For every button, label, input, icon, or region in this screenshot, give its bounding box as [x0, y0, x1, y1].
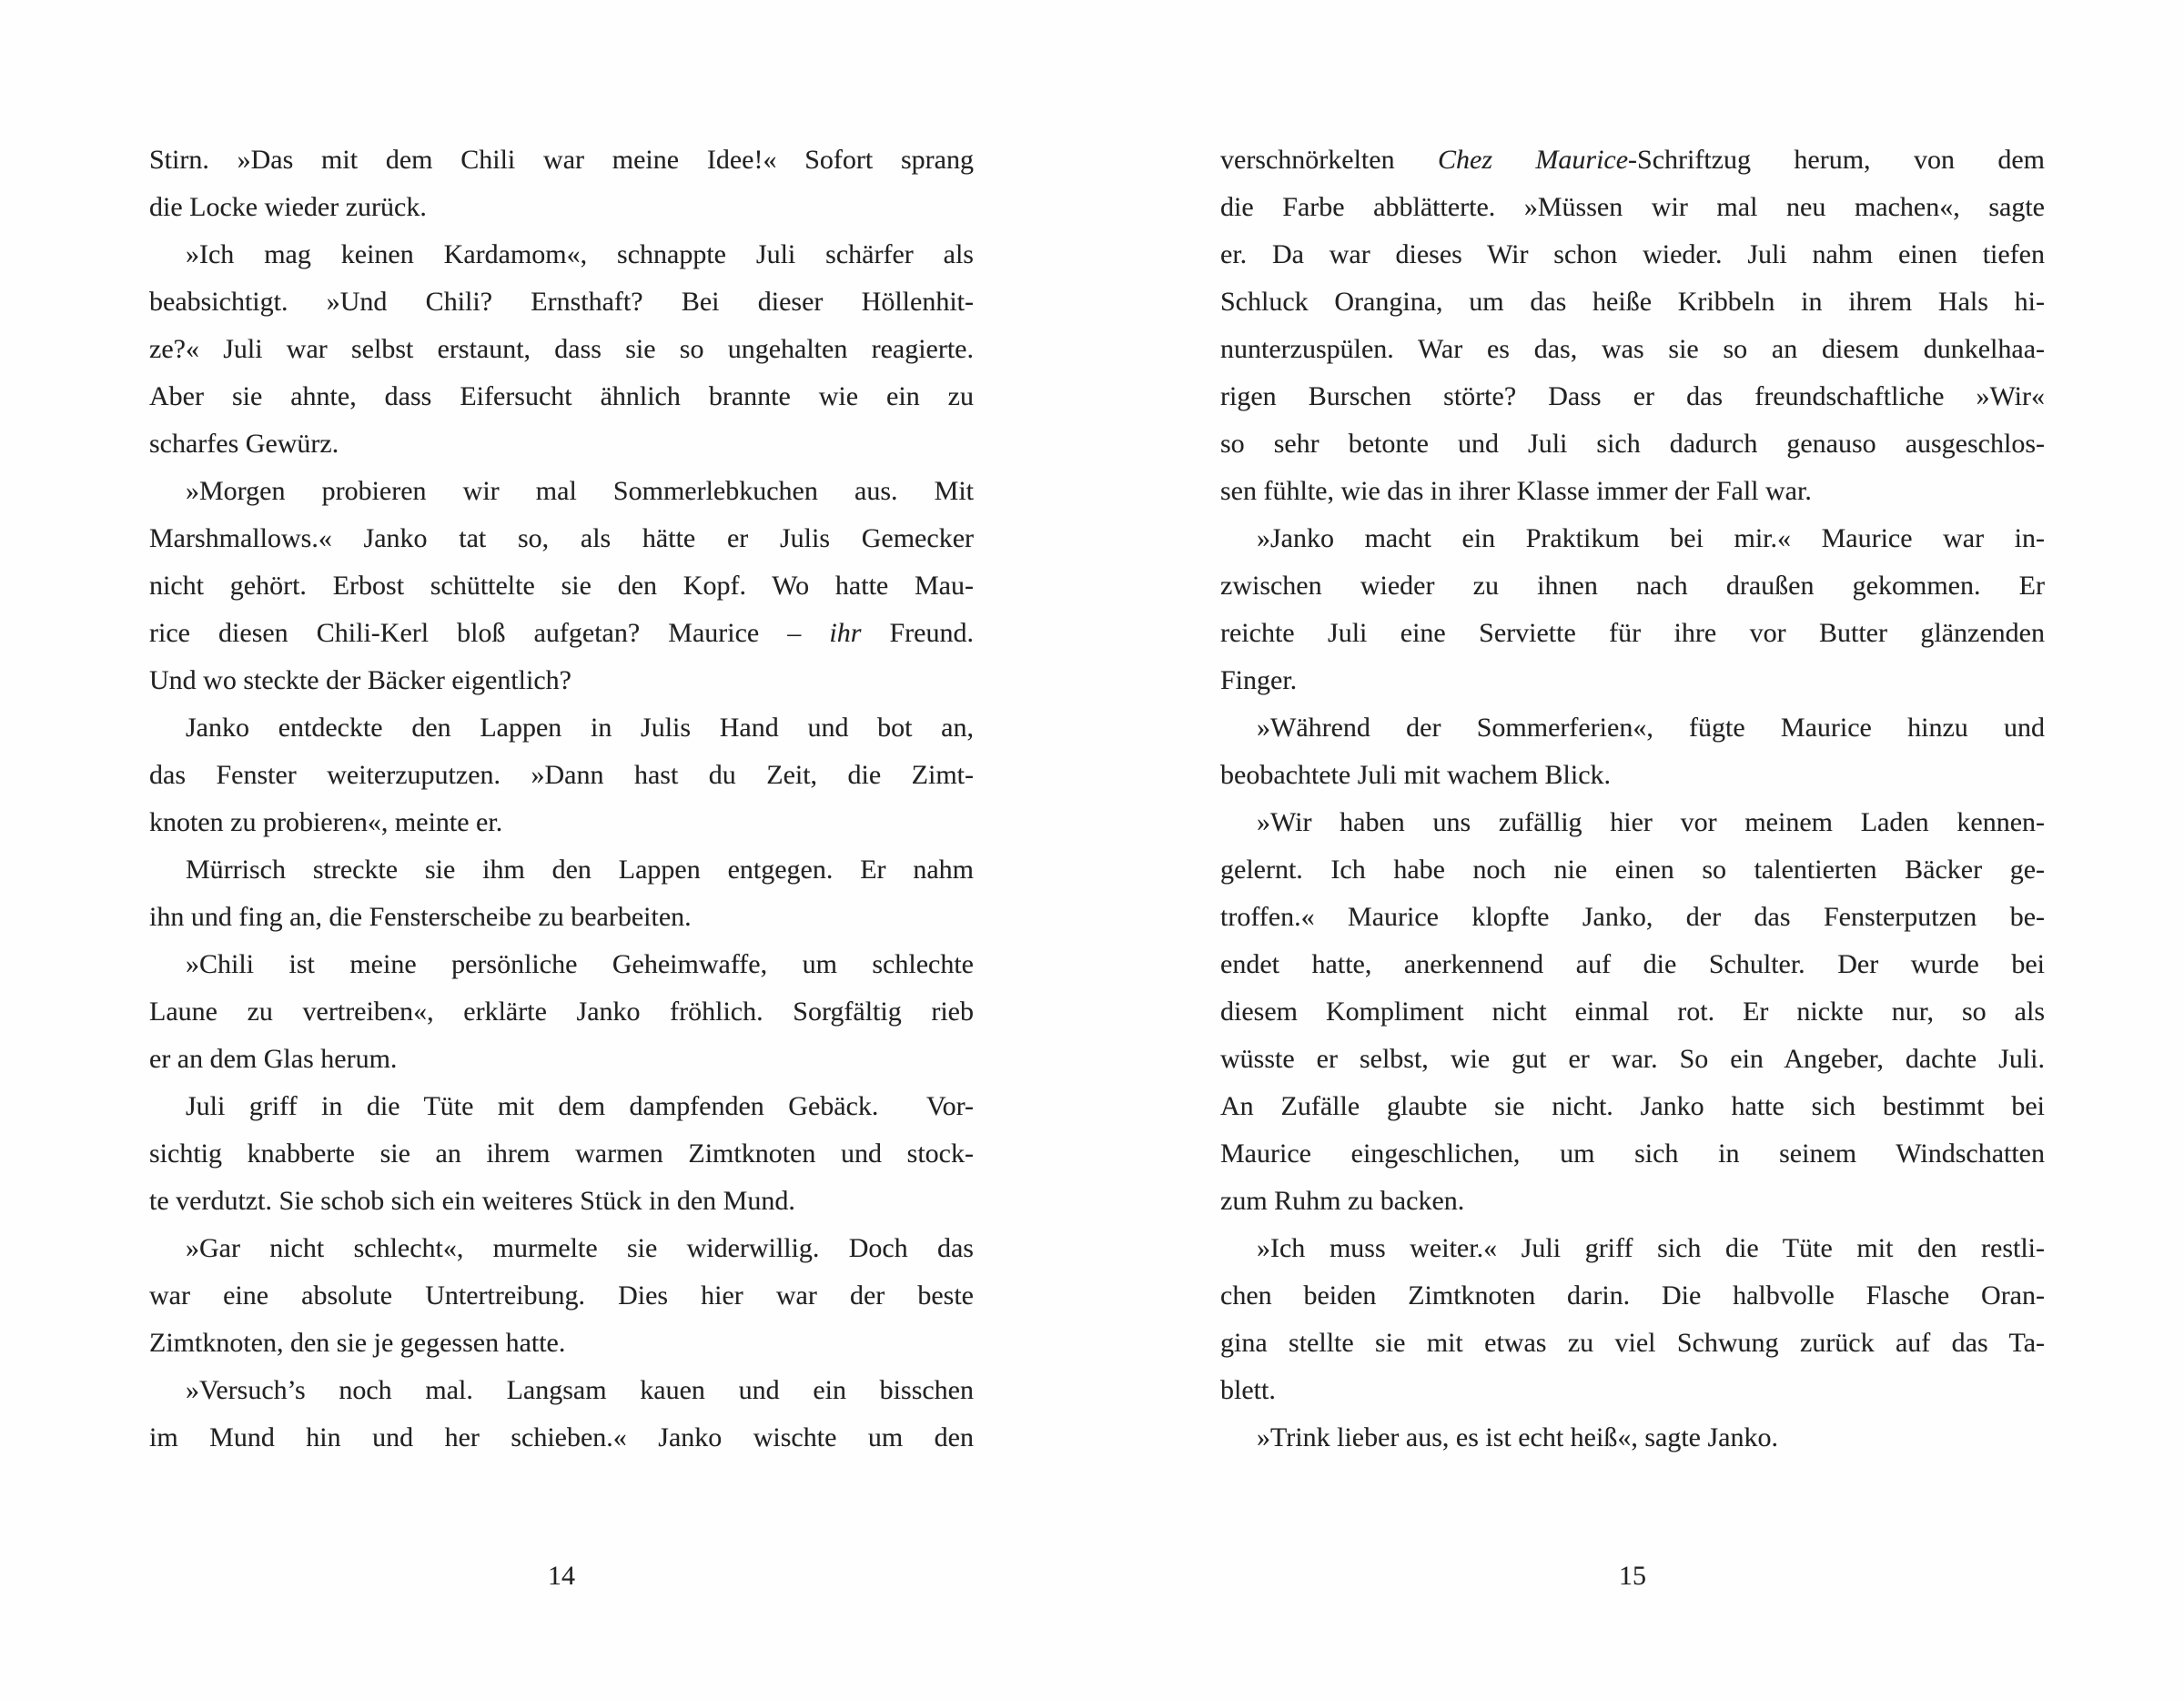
text-line: ze?« Juli war selbst erstaunt, dass sie so ungehalten reagierte. [149, 334, 974, 364]
text-line: »Gar nicht schlecht«, murmelte sie widerwillig. Doch das [186, 1233, 974, 1263]
text-line: reichte Juli eine Serviette für ihre vor Butter glänzenden [1220, 618, 2045, 648]
text-line: endet hatte, anerkennend auf die Schulter. Der wurde bei [1220, 949, 2045, 979]
text-line: zum Ruhm zu backen. [1220, 1186, 1465, 1216]
text-line: Stirn. »Das mit dem Chili war meine Idee!« Sofort sprang [149, 145, 974, 175]
text-line: nicht gehört. Erbost schüttelte sie den Kopf. Wo hatte Mau- [149, 571, 974, 601]
text-line: »Chili ist meine persönliche Geheimwaffe, um schlechte [186, 949, 974, 979]
text-line: beabsichtigt. »Und Chili? Ernsthaft? Bei dieser Höllenhit- [149, 287, 974, 317]
text-line: An Zufälle glaubte sie nicht. Janko hatte sich bestimmt bei [1220, 1091, 2045, 1121]
text-line: rigen Burschen störte? Dass er das freundschaftliche »Wir« [1220, 381, 2045, 411]
text-line: chen beiden Zimtknoten darin. Die halbvolle Flasche Oran- [1220, 1280, 2045, 1310]
text-line: gelernt. Ich habe noch nie einen so talentierten Bäcker ge- [1220, 855, 2045, 885]
text-line: »Versuch’s noch mal. Langsam kauen und ein bisschen [186, 1375, 974, 1405]
text-line: rice diesen Chili-Kerl bloß aufgetan? Maurice – ihr Freund. [149, 618, 974, 648]
text-line: er an dem Glas herum. [149, 1044, 398, 1074]
text-line: die Locke wieder zurück. [149, 192, 427, 222]
text-line: »Morgen probieren wir mal Sommerlebkuchen aus. Mit [186, 476, 974, 506]
text-line: Janko entdeckte den Lappen in Julis Hand und bot an, [186, 713, 974, 743]
text-line: knoten zu probieren«, meinte er. [149, 807, 503, 837]
text-line: so sehr betonte und Juli sich dadurch genauso ausgeschlos- [1220, 429, 2045, 459]
text-line: ihn und fing an, die Fensterscheibe zu bearbeiten. [149, 902, 692, 932]
text-line: Marshmallows.« Janko tat so, als hätte er Julis Gemecker [149, 523, 974, 553]
text-line: sen fühlte, wie das in ihrer Klasse immer der Fall war. [1220, 476, 1812, 506]
text-line: »Janko macht ein Praktikum bei mir.« Maurice war in- [1257, 523, 2045, 553]
text-line: te verdutzt. Sie schob sich ein weiteres Stück in den Mund. [149, 1186, 795, 1216]
text-line: Schluck Orangina, um das heiße Kribbeln in ihrem Hals hi- [1220, 287, 2045, 317]
text-line: Aber sie ahnte, dass Eifersucht ähnlich brannte wie ein zu [149, 381, 974, 411]
text-line: »Wir haben uns zufällig hier vor meinem Laden kennen- [1257, 807, 2045, 837]
text-line: zwischen wieder zu ihnen nach draußen gekommen. Er [1220, 571, 2045, 601]
text-line: im Mund hin und her schieben.« Janko wischte um den [149, 1422, 974, 1452]
left-page-text-block [149, 137, 974, 1462]
text-line: diesem Kompliment nicht einmal rot. Er nickte nur, so als [1220, 997, 2045, 1027]
text-line: Maurice eingeschlichen, um sich in seinem Windschatten [1220, 1138, 2045, 1169]
text-line: troffen.« Maurice klopfte Janko, der das Fensterputzen be- [1220, 902, 2045, 932]
text-line: »Ich mag keinen Kardamom«, schnappte Juli schärfer als [186, 239, 974, 269]
text-line: Und wo steckte der Bäcker eigentlich? [149, 665, 571, 695]
text-line: »Während der Sommerferien«, fügte Maurice hinzu und [1257, 713, 2045, 743]
text-line: die Farbe abblätterte. »Müssen wir mal neu machen«, sagte [1220, 192, 2045, 222]
right-page-text-block [1220, 137, 2045, 1462]
text-line: Zimtknoten, den sie je gegessen hatte. [149, 1328, 566, 1358]
left-page-number: 14 [548, 1561, 575, 1591]
text-line: »Ich muss weiter.« Juli griff sich die Tüte mit den restli- [1257, 1233, 2045, 1263]
text-line: er. Da war dieses Wir schon wieder. Juli nahm einen tiefen [1220, 239, 2045, 269]
text-line: Laune zu vertreiben«, erklärte Janko fröhlich. Sorgfältig rieb [149, 997, 974, 1027]
text-line: Juli griff in die Tüte mit dem dampfenden Gebäck. Vor- [186, 1091, 974, 1121]
text-line: das Fenster weiterzuputzen. »Dann hast du Zeit, die Zimt- [149, 760, 974, 790]
text-line: Finger. [1220, 665, 1298, 695]
text-line: gina stellte sie mit etwas zu viel Schwung zurück auf das Ta- [1220, 1328, 2045, 1358]
text-line: war eine absolute Untertreibung. Dies hier war der beste [149, 1280, 974, 1310]
right-page-number: 15 [1619, 1561, 1646, 1591]
text-line: »Trink lieber aus, es ist echt heiß«, sagte Janko. [1257, 1422, 1778, 1452]
text-line: Mürrisch streckte sie ihm den Lappen entgegen. Er nahm [186, 855, 974, 885]
text-line: nunterzuspülen. War es das, was sie so an diesem dunkelhaa- [1220, 334, 2045, 364]
text-line: wüsste er selbst, wie gut er war. So ein Angeber, dachte Juli. [1220, 1044, 2045, 1074]
text-line: beobachtete Juli mit wachem Blick. [1220, 760, 1612, 790]
text-line: blett. [1220, 1375, 1276, 1405]
text-line: verschnörkelten Chez Maurice-Schriftzug herum, von dem [1220, 145, 2045, 175]
text-line: sichtig knabberte sie an ihrem warmen Zimtknoten und stock- [149, 1138, 974, 1169]
text-line: scharfes Gewürz. [149, 429, 339, 459]
